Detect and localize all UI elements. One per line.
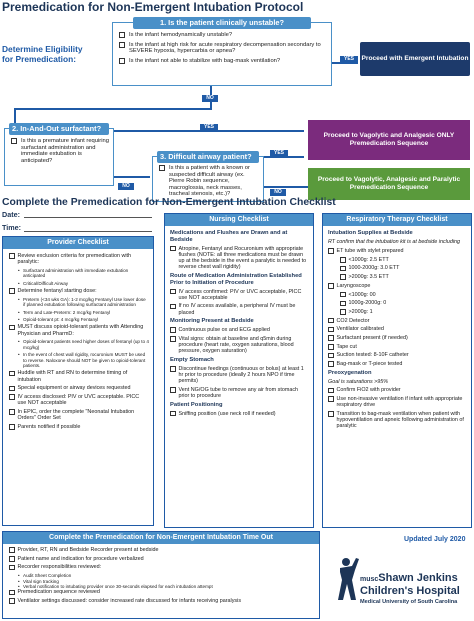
checklist-item [119,42,327,55]
outcome-emergent: Proceed with Emergent Intubation [360,42,470,76]
date-label: Date: [2,210,20,219]
item-text: Provider, RT, RN and Bedside Recorder present at bedside [17,547,159,553]
checklist-item [328,396,467,408]
checklist-item [328,274,467,280]
rt-preox-items [328,387,467,429]
checkbox[interactable] [170,411,176,417]
checklist-item [328,352,467,358]
provider-header: Provider Checklist [3,237,153,249]
rt-items [328,248,467,367]
checklist-item [9,556,315,562]
outcome-full: Proceed to Vagolytic, Analgesic and Paralytic Premedication Sequence [308,168,470,200]
checkbox[interactable] [9,424,15,430]
nursing-items [165,226,313,417]
item-text: Suction tested: 8-10F catheter [336,352,409,359]
item-text: Vent NG/OG tube to remove any air from stomach prior to procedure [178,386,299,400]
checklist-item [328,283,467,289]
checkbox[interactable] [9,590,15,596]
checkbox[interactable] [9,371,15,377]
item-text: IV access disclosed: PIV or UVC acceptable. PICC use NOT acceptable [17,394,140,407]
checkbox[interactable] [328,411,334,417]
item-text: Sniffing position (use neck roll if needed) [178,410,276,417]
question-2-box [4,124,114,186]
checklist-item [9,370,149,382]
item-text: Transition to bag-mask ventilation when patient with hypoventilation and apneic following administration of paralytic [336,410,464,430]
bullet-item: • Opioid-tolerant pt: 4 mcg/kg Fentanyl [9,317,149,322]
checklist-item [170,289,309,301]
nursing-header: Nursing Checklist [165,214,313,226]
checklist-item [170,387,309,399]
checklist-item [119,58,327,65]
checklist-item [9,598,315,604]
checklist-item [9,409,149,421]
item-text: >2000g: 1 [348,308,373,315]
rt-body [323,226,471,430]
nursing-section-title: Empty Stomach [170,356,214,363]
question-2-items [5,135,113,164]
rt-preox-goal: Goal is saturations >95% [328,378,389,385]
item-text: Use non-invasive ventilation if infant with appropriate respiratory drive [336,396,463,409]
item-text: Recorder responsibilities reviewed: [17,564,102,571]
connector-down [14,108,16,124]
item-text: Special equipment or airway devices requested [17,385,131,392]
checkbox[interactable] [9,565,15,571]
hospital-logo [330,556,474,618]
checklist-item [328,265,467,271]
checklist-item [9,547,315,553]
bullet-item: • Surfactant administration with immediate extubation anticipated [9,268,149,279]
checkbox[interactable] [119,32,125,38]
item-text: ET tube with stylet prepared [336,248,404,254]
checklist-item [9,424,149,430]
item-text: In EPIC, order the complete "Neonatal Intubation Orders" Order Set [17,408,135,422]
bullet-item: • Term and Late-Preterm: 2 mcg/kg Fentanyl [9,310,149,315]
checkbox[interactable] [328,327,334,333]
checklist-item [9,324,149,336]
checkbox[interactable] [170,289,176,295]
checkbox[interactable] [9,547,15,553]
bullet-item: • Preterm (<34 wks GA): 1-2 mcg/kg Fentanyl Use lower dose if planned extubation following surfactant administration [9,297,149,308]
checkbox[interactable] [340,274,346,280]
yes-tag-1: YES [340,56,358,63]
item-text: 1000-2000g: 3.0 ETT [348,265,400,272]
question-1-box [112,18,332,86]
item-text: Vital signs: obtain at baseline and q5min during procedure (heart rate, oxygen saturations, blood pressure, oxygen saturation) [178,335,294,355]
item-text: Is the infant hemodynamically unstable? [129,32,233,38]
checklist-item [328,309,467,315]
checklist-item [9,288,149,294]
checkbox[interactable] [340,292,346,298]
checkbox[interactable] [328,361,334,367]
checklist-item [328,361,467,367]
nursing-section-title: Route of Medication Administration Established Prior to Initiation of Procedure [170,272,302,286]
checkbox[interactable] [9,325,15,331]
time-field[interactable] [24,231,152,232]
checklist-item [170,366,309,385]
checkbox[interactable] [340,301,346,307]
checkbox[interactable] [328,353,334,359]
checkbox[interactable] [170,366,176,372]
checklist-item [159,165,259,198]
question-3-box [152,152,264,202]
item-text: Laryngoscope [336,282,371,289]
item-text: If no IV access available, a peripheral IV must be placed [178,303,296,316]
checklist-item [328,335,467,341]
item-text: Atropine, Fentanyl and Rocuronium with appropriate flushes (NOTE: all three medications must be drawn up at the bedside in the event a paralytic is needed to reverse chest wall rigidity) [178,245,307,271]
item-text: Continuous pulse ox and ECG applied [178,327,270,334]
item-text: Is the infant at high risk for acute respiratory decompensation secondary to SEVERE hypoxia, hypercarbia or apnea? [129,41,321,54]
checklist-item [9,589,315,595]
no-arrow-3 [264,186,308,188]
rt-header: Respiratory Therapy Checklist [323,214,471,226]
checkbox[interactable] [119,58,125,64]
item-text: >2000g: 3.5 ETT [348,274,389,281]
item-text: Is this a patient with a known or suspected difficult airway (ex. Pierre Robin sequence, macroglossia, neck masses, tracheal stenosis, etc.)? [169,165,250,197]
timeout-checklist [2,531,320,619]
checklist-item [328,248,467,254]
checklist-item [9,394,149,406]
item-text: IV access confirmed: PIV or UVC acceptable, PICC use NOT acceptable [178,288,302,301]
item-text: Is this a premature infant requiring surfactant administration and immediate extubation is anticipated? [21,138,109,164]
time-label: Time: [2,223,22,232]
item-text: 1000g-2000g: 0 [348,300,387,307]
checkbox[interactable] [328,396,334,402]
logo-line-1: muscShawn Jenkins [360,572,458,584]
timeout-items [3,544,319,604]
checklist-item [9,253,149,265]
item-text: Premedication sequence reviewed [17,589,100,596]
checklist-item [328,411,467,430]
item-text: Ventilator calibrated [336,326,384,333]
item-text: Confirm FiO2 with provider [336,387,401,394]
nursing-section-title: Monitoring Present at Bedside [170,318,254,325]
rt-preox-title: Preoxygenation [328,369,372,376]
checkbox[interactable] [328,283,334,289]
rt-supplies-title: Intubation Supplies at Bedside [328,230,413,236]
checkbox[interactable] [340,309,346,315]
checklist-item [328,318,467,324]
checkbox[interactable] [170,387,176,393]
page-title: Premedication for Non-Emergent Intubation Protocol [2,0,304,14]
no-arrow-2 [114,176,150,178]
checkbox[interactable] [328,248,334,254]
bullet-item: • Critical/Difficult Airway [9,281,149,286]
rt-checklist [322,213,472,528]
checklist-item [9,385,149,391]
item-text: <1000g: 2.5 ETT [348,256,389,263]
logo-line-2: Children's Hospital [360,585,460,597]
bullet-item: • Audit Sheet Completion [9,573,315,578]
checkbox[interactable] [328,388,334,394]
checklist-item [328,387,467,393]
no-tag-3: NO [270,189,286,196]
checkbox[interactable] [170,336,176,342]
timeout-header: Complete the Premedication for Non-Emergent Intubation Time Out [3,532,319,544]
item-text: Patient name and indication for procedure verbalized [17,555,144,562]
checkbox[interactable] [340,266,346,272]
checkbox[interactable] [9,288,15,294]
checkbox[interactable] [119,42,125,48]
item-text: Review exclusion criteria for premedication with paralytic: [17,253,132,266]
checklist-item [119,32,327,39]
checklist-item [170,336,309,355]
child-figure-icon [334,556,362,602]
yes-tag-3: YES [270,150,288,157]
item-text: <1000g: 00 [348,291,376,298]
no-tag-2: NO [118,183,134,190]
checkbox[interactable] [328,344,334,350]
checkbox[interactable] [9,386,15,392]
nursing-checklist [164,213,314,528]
checkbox[interactable] [9,409,15,415]
checkbox[interactable] [159,165,165,171]
item-text: Is the infant not able to stabilize with bag-mask ventilation? [129,57,281,64]
date-field[interactable] [24,217,152,218]
checkbox[interactable] [170,304,176,310]
checkbox[interactable] [9,598,15,604]
checkbox[interactable] [328,318,334,324]
item-text: Surfactant present (if needed) [336,335,408,342]
no-tag-1: NO [202,95,218,102]
item-text: Tape cut [336,343,357,350]
item-text: Ventilator settings discussed: consider increased rate discussed for infants receiving paralysis [17,598,242,605]
checkbox[interactable] [170,327,176,333]
outcome-vagolytic-only: Proceed to Vagolytic and Analgesic ONLY Premedication Sequence [308,120,470,160]
checklist-item [11,138,109,164]
item-text: Parents notified if possible [17,423,81,430]
item-text: Discontinue feedings (continuous or bolus) at least 1 hr prior to procedure (ideally 2 hours NPO if time permits) [178,365,304,385]
question-3-header: 3. Difficult airway patient? [157,151,259,163]
bullet-item: • Opioid-tolerant patients need higher doses of fentanyl (up to 4 mcg/kg) [9,339,149,350]
question-1-items [113,32,331,64]
checklist-item [9,564,315,570]
item-text: CO2 Detector [336,317,370,324]
checkbox[interactable] [9,556,15,562]
checkbox[interactable] [340,257,346,263]
checklist-item [328,344,467,350]
checklist-item [170,246,309,271]
logo-line-3: Medical University of South Carolina [360,599,458,605]
item-text: Determine fentanyl starting dose: [17,288,97,295]
provider-items [3,249,153,430]
checkbox[interactable] [9,394,15,400]
checkbox[interactable] [9,253,15,259]
updated-date: Updated July 2020 [404,536,466,543]
connector-line [14,108,212,110]
checklist-item [328,300,467,306]
item-text: Huddle with RT and RN to determine timing of intubation [17,370,128,383]
checklist-item [170,411,309,417]
question-1-header: 1. Is the patient clinically unstable? [133,17,311,29]
checklist-item [170,327,309,333]
eligibility-label: Determine Eligibility for Premedication: [2,44,83,64]
bullet-item: • Verbal notification to intubating provider once 30-seconds elapsed for each intubation attempt [9,584,315,589]
checkbox[interactable] [328,335,334,341]
checklist-item [328,326,467,332]
item-text: MUST discuss opioid-tolerant patients with Attending Physician and PharmD: [17,324,144,337]
bullet-item: • In the event of chest wall rigidity, rocuronium MUST be used to reverse. Naloxone should NOT be given to opioid-tolerant patients. [9,352,149,368]
checkbox[interactable] [170,246,176,252]
yes-tag-2: YES [200,124,218,131]
checklist-item [328,292,467,298]
item-text: Bag-mask or T-piece tested [336,361,403,368]
nursing-section-title: Medications and Flushes are Drawn and at Bedside [170,230,288,243]
question-2-header: 2. In-And-Out surfactant? [9,123,109,135]
nursing-section-title: Patient Positioning [170,401,223,408]
bullet-item: • Vital sign tracking [9,579,315,584]
provider-checklist [2,236,154,526]
checklist-title: Complete the Premedication for Non-Emergent Intubation Checklist [2,197,336,208]
checkbox[interactable] [11,138,17,144]
checklist-item [328,257,467,263]
checklist-item [170,303,309,315]
question-3-items [153,163,263,198]
rt-supplies-note: RT confirm that the intubation kit is at bedside including [328,238,461,245]
